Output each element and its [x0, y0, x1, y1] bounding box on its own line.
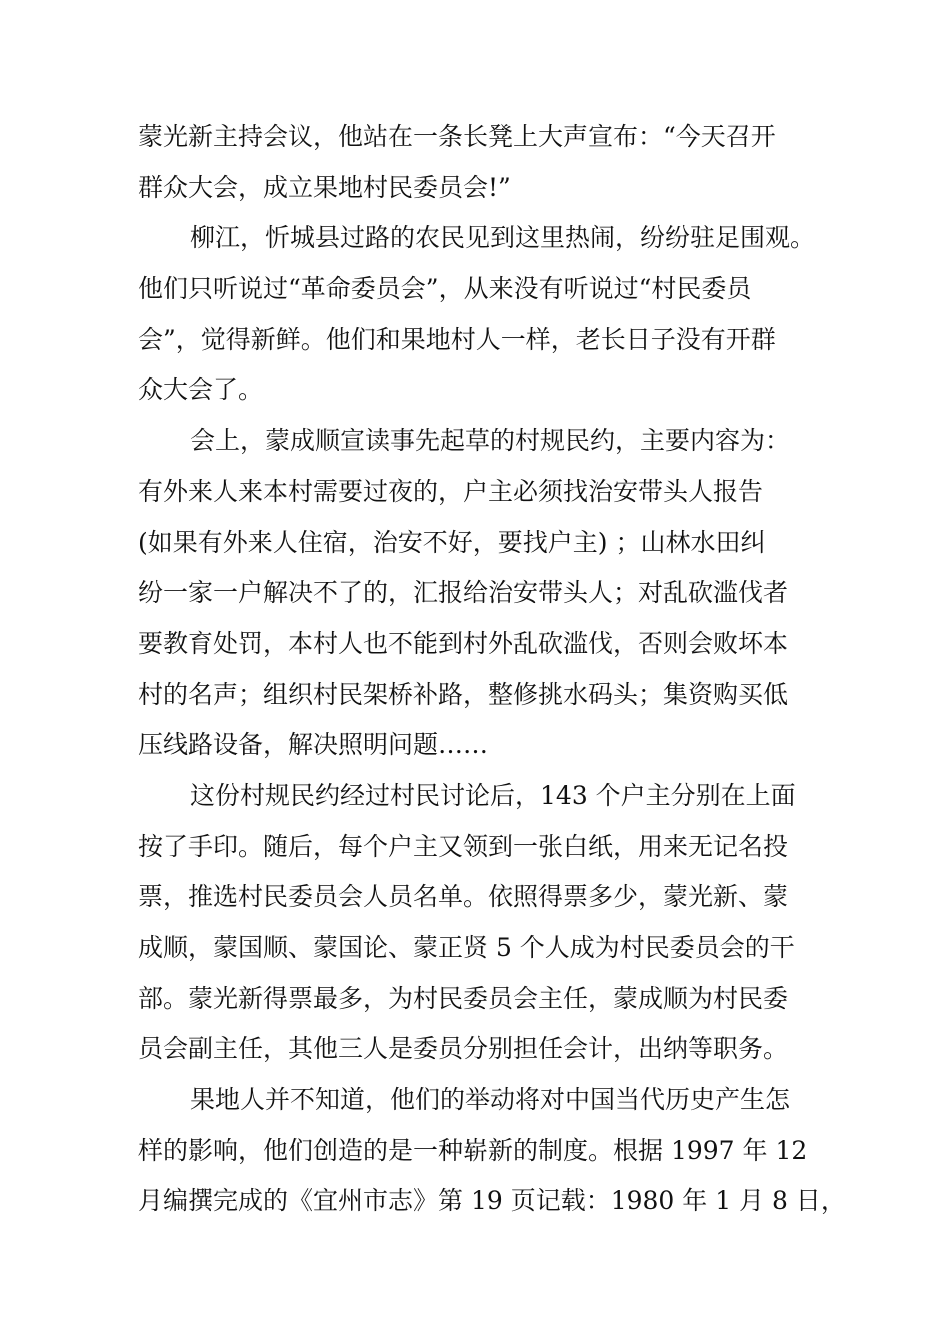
- text-line: 纷一家一户解决不了的，汇报给治安带头人；对乱砍滥伐者: [138, 578, 789, 608]
- text-line: 月编撰完成的《宜州市志》第 19 页记载：1980 年 1 月 8 日，: [138, 1186, 846, 1216]
- paragraph-start: 柳江，忻城县过路的农民见到这里热闹，纷纷驻足围观。: [190, 223, 816, 253]
- text-line: 部。蒙光新得票最多，为村民委员会主任，蒙成顺为村民委: [138, 983, 789, 1013]
- text-line: 压线路设备，解决照明问题……: [138, 730, 489, 760]
- text-line: 村的名声；组织村民架桥补路，整修挑水码头；集资购买低: [138, 679, 789, 709]
- text-line: 成顺，蒙国顺、蒙国论、蒙正贤 5 个人成为村民委员会的干: [138, 933, 795, 962]
- text-line: 群众大会，成立果地村民委员会!”: [138, 172, 511, 202]
- text-line: 员会副主任，其他三人是委员分别担任会计，出纳等职务。: [138, 1034, 789, 1064]
- body-text: [138, 112, 846, 1227]
- text-line: 他们只听说过“革命委员会”，从来没有听说过“村民委员: [138, 274, 752, 304]
- text-line: (如果有外来人住宿，治安不好，要找户主) ；山林水田纠: [138, 527, 766, 557]
- text-line: 会”，觉得新鲜。他们和果地村人一样，老长日子没有开群: [138, 324, 776, 354]
- paragraph-start: 果地人并不知道，他们的举动将对中国当代历史产生怎: [190, 1085, 791, 1115]
- text-line: 按了手印。随后，每个户主又领到一张白纸，用来无记名投: [138, 831, 789, 861]
- text-line: 样的影响，他们创造的是一种崭新的制度。根据 1997 年 12: [138, 1135, 808, 1165]
- text-line: 有外来人来本村需要过夜的，户主必须找治安带头人报告: [138, 476, 764, 506]
- text-line: 要教育处罚，本村人也不能到村外乱砍滥伐，否则会败坏本: [138, 628, 789, 658]
- text-line: 蒙光新主持会议，他站在一条长凳上大声宣布：“今天召开: [138, 122, 776, 151]
- text-line: 票，推选村民委员会人员名单。依照得票多少，蒙光新、蒙: [138, 882, 789, 912]
- paragraph-start: 会上，蒙成顺宣读事先起草的村规民约，主要内容为：: [190, 426, 791, 456]
- text-line: 众大会了。: [138, 375, 264, 405]
- paragraph-start: 这份村规民约经过村民讨论后，143 个户主分别在上面: [190, 780, 796, 810]
